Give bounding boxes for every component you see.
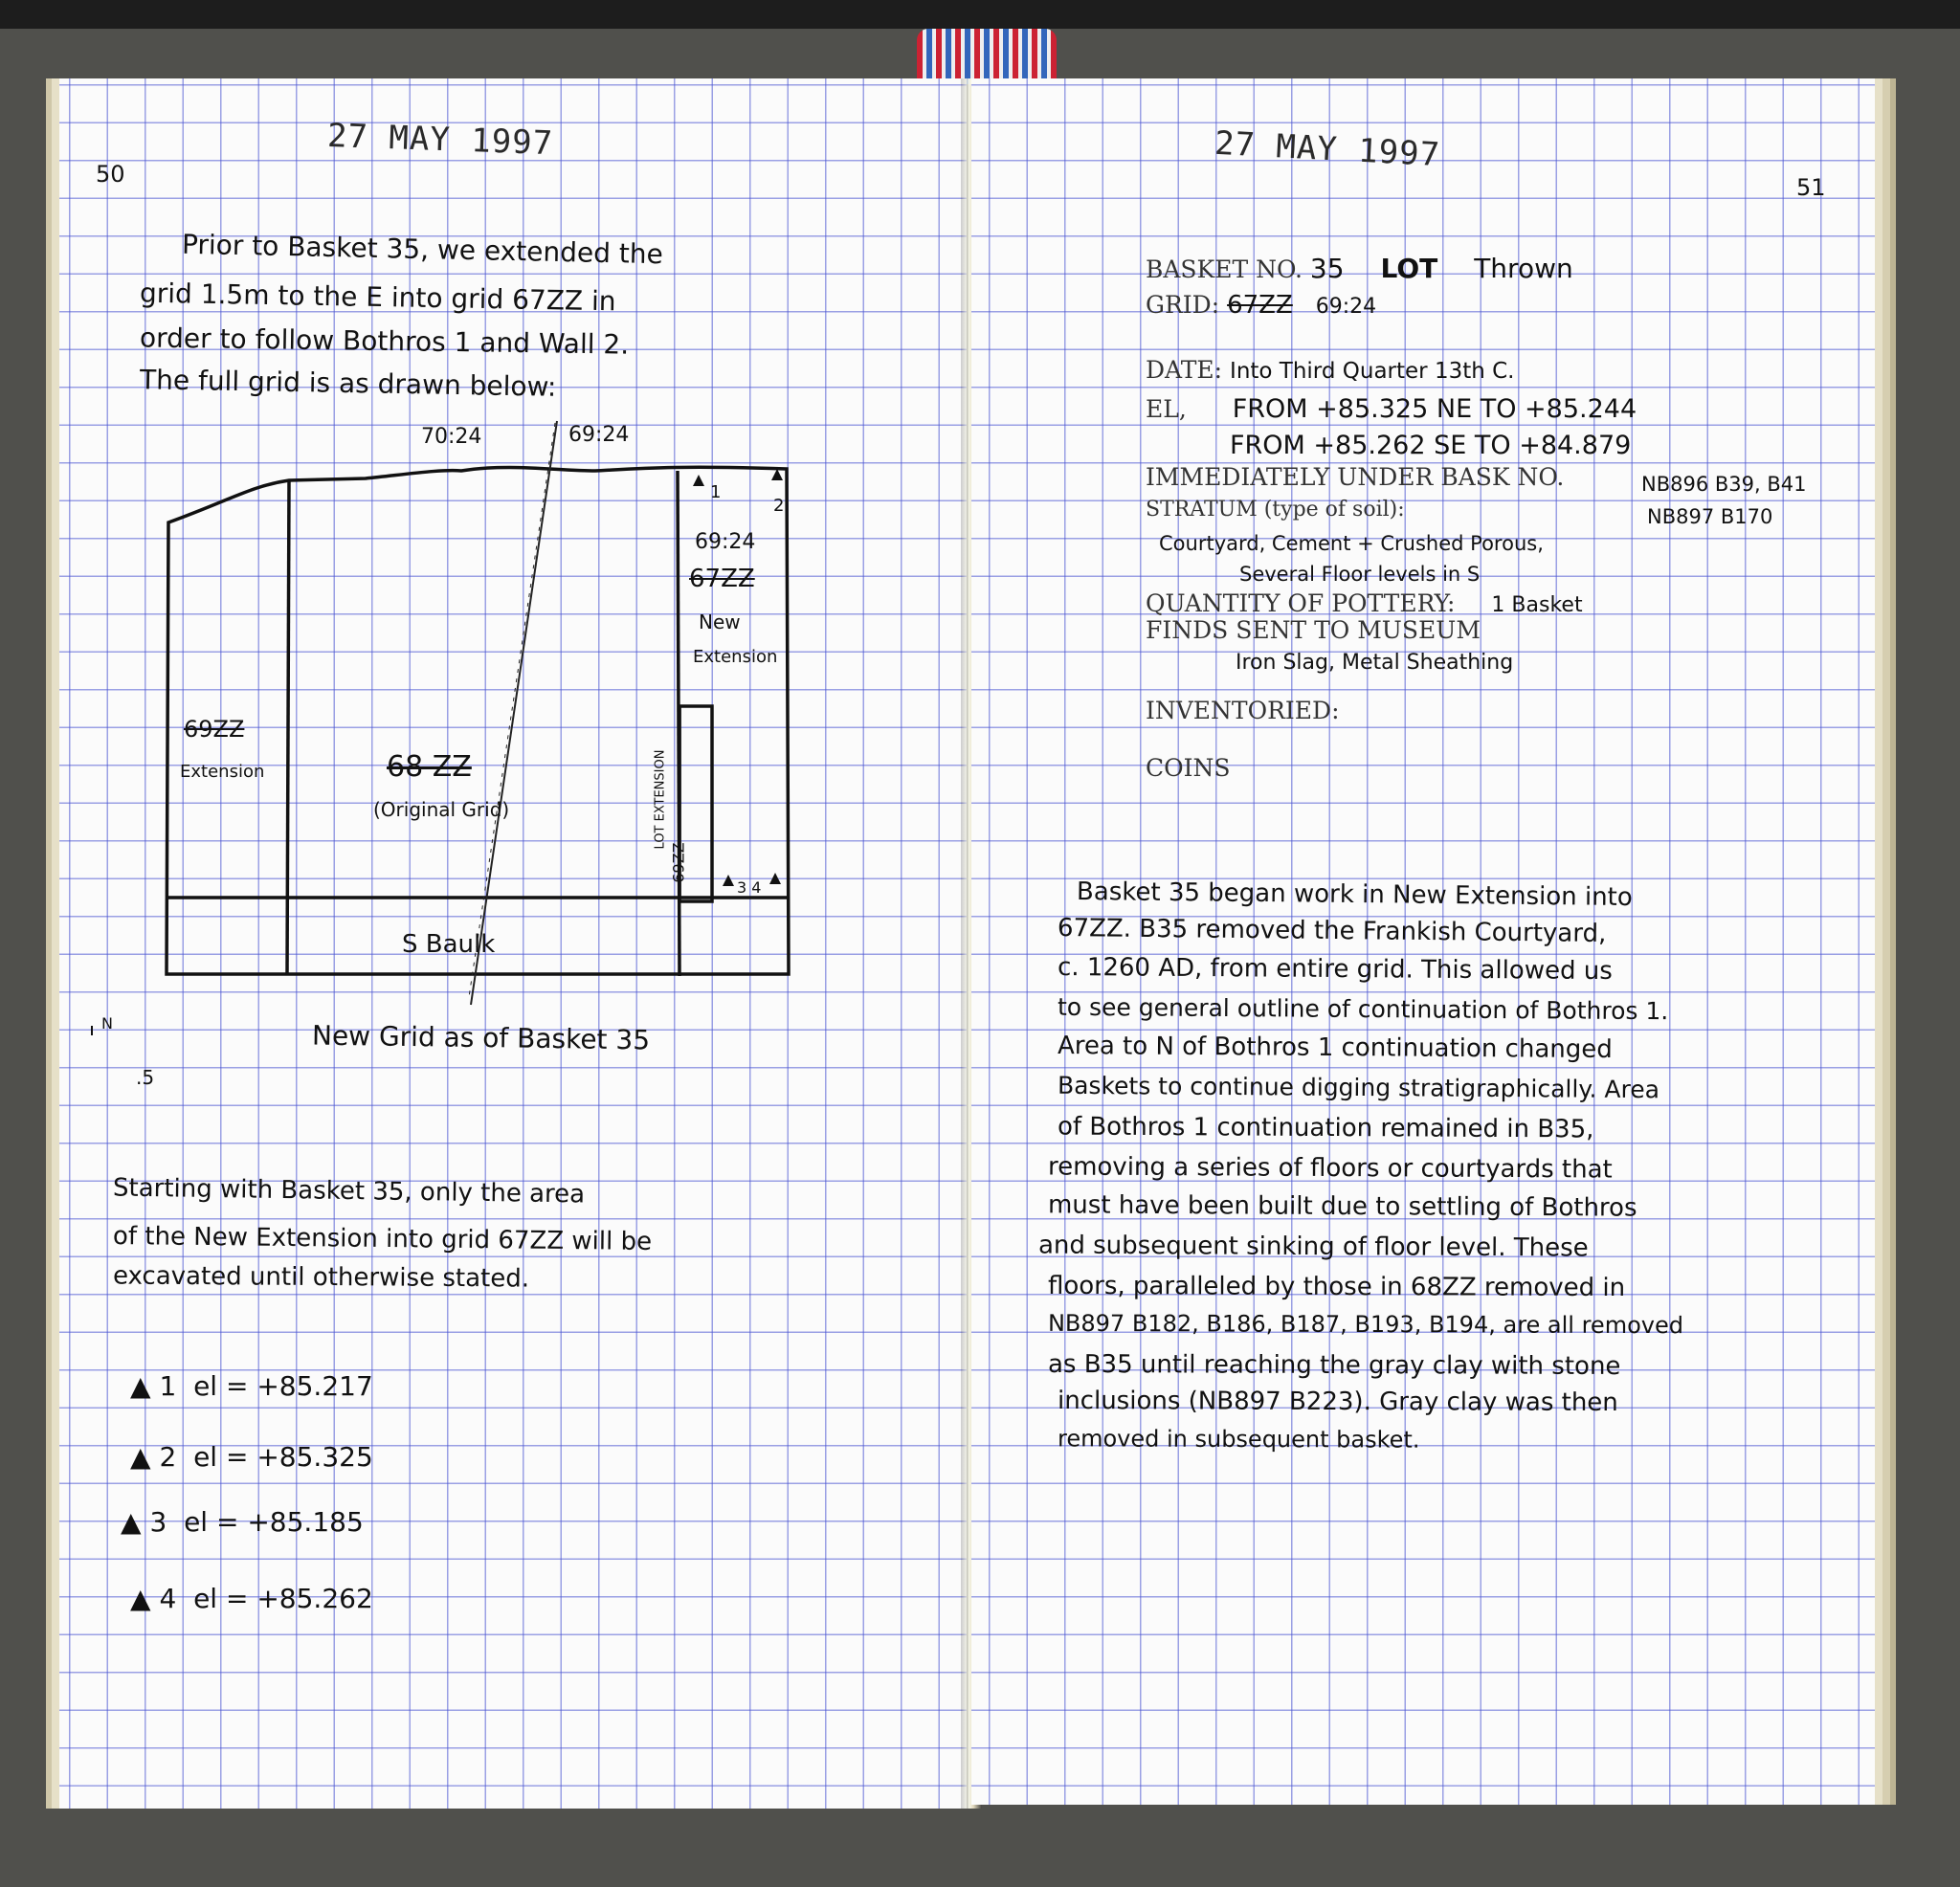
narrative-line: Baskets to continue digging stratigraphically. Area [1057, 1071, 1660, 1104]
el-line-1: FROM +85.325 NE TO +85.244 [1232, 394, 1637, 424]
datum-el: el = +85.325 [193, 1441, 373, 1473]
lot-label: LOT [1380, 253, 1438, 284]
finds-field: FINDS SENT TO MUSEUM [1146, 616, 1481, 644]
new-extension-label: Extension [693, 647, 778, 667]
grid-printed: GRID: [1146, 291, 1220, 319]
west-grid-label: 69ZZ [184, 716, 245, 743]
datum-entry: ▲ 4 el = +85.262 [130, 1583, 373, 1614]
intro-line: grid 1.5m to the E into grid 67ZZ in [139, 277, 616, 318]
el-printed: EL, [1146, 395, 1187, 423]
north-arrow-label: N [101, 1014, 113, 1032]
south-baulk-label: S Baulk [402, 930, 496, 959]
date-field [1146, 356, 1514, 384]
date-printed: DATE: [1146, 356, 1223, 384]
stratum-value-1: Courtyard, Cement + Crushed Porous, [1159, 532, 1544, 555]
bothros-line-lower [469, 423, 555, 997]
scale-label: .5 [136, 1066, 155, 1089]
grid-struck: 67ZZ [1227, 291, 1293, 320]
stratum-value-2: Several Floor levels in S [1239, 563, 1481, 586]
west-extension-line [287, 480, 289, 974]
spine-ribbon [917, 29, 1057, 84]
grid-value: 69:24 [1315, 295, 1377, 319]
datum-label-3-4: 3 4 [737, 878, 762, 897]
intro-line: Prior to Basket 35, we extended the [181, 228, 664, 271]
datum-triangle [723, 875, 734, 886]
narrative-line: Area to N of Bothros 1 continuation changed [1057, 1031, 1613, 1065]
new-extension-label: New [699, 610, 741, 633]
date-stamp-right: 27 MAY 1997 [1214, 123, 1442, 175]
narrative-line: inclusions (NB897 B223). Gray clay was then [1057, 1386, 1618, 1418]
datum-num: 1 [159, 1370, 177, 1402]
narrative-line: 67ZZ. B35 removed the Frankish Courtyard, [1057, 913, 1607, 949]
narrative-line: floors, paralleled by those in 68ZZ removed in [1047, 1271, 1626, 1303]
datum-entry: ▲ 3 el = +85.185 [121, 1506, 364, 1538]
west-extension-label: Extension [180, 762, 265, 782]
narrative-line: c. 1260 AD, from entire grid. This allowed us [1057, 952, 1613, 987]
immed-printed: IMMEDIATELY UNDER BASK NO. [1146, 463, 1565, 491]
datum-label-1: 1 [710, 482, 722, 502]
datum-el: el = +85.262 [193, 1583, 373, 1614]
narrative-line: and subsequent sinking of floor level. These [1037, 1231, 1589, 1263]
grid-label-69-24: 69:24 [568, 423, 630, 447]
starting-line: excavated until otherwise stated. [112, 1261, 530, 1294]
coins-field: COINS [1146, 754, 1231, 782]
finds-value: Iron Slag, Metal Sheathing [1236, 651, 1514, 675]
lot-value: Thrown [1474, 253, 1573, 284]
narrative-line: removing a series of floors or courtyards that [1047, 1152, 1613, 1185]
page-number-right: 51 [1796, 174, 1826, 201]
right-page [971, 78, 1875, 1805]
narrative-line: NB897 B182, B186, B187, B193, B194, are all removed [1047, 1309, 1684, 1340]
basket-value: 35 [1309, 253, 1345, 284]
intro-line: The full grid is as drawn below: [139, 364, 557, 403]
diagram-caption: New Grid as of Basket 35 [311, 1019, 651, 1056]
elevation-field [1146, 394, 1637, 424]
narrative-line: of Bothros 1 continuation remained in B35, [1057, 1112, 1594, 1144]
date-value: Into Third Quarter 13th C. [1230, 359, 1515, 384]
page-number-left: 50 [96, 161, 125, 188]
narrative-line: to see general outline of continuation of Bothros 1. [1057, 992, 1669, 1026]
date-stamp-left: 27 MAY 1997 [326, 116, 554, 164]
narrative-line: removed in subsequent basket. [1057, 1425, 1420, 1454]
datum-triangle [771, 469, 783, 480]
datum-label-2: 2 [773, 496, 785, 516]
narrative-line: Basket 35 began work in New Extension into [1076, 877, 1633, 913]
datum-num: 2 [159, 1441, 177, 1473]
lot-grid-label: 69ZZ [669, 842, 688, 883]
datum-entry: ▲ 2 el = +85.325 [130, 1441, 373, 1473]
immediately-under-field [1146, 463, 1564, 491]
immed-value-2: NB897 B170 [1647, 505, 1773, 528]
narrative-line: must have been built due to settling of Bothros [1047, 1190, 1637, 1223]
basket-printed: BASKET NO. [1146, 255, 1303, 283]
el-line-2: FROM +85.262 SE TO +84.879 [1230, 431, 1632, 460]
datum-entry: ▲ 1 el = +85.217 [130, 1370, 373, 1402]
lot-extension-label: LOT EXTENSION [653, 749, 668, 850]
immed-value-1: NB896 B39, B41 [1641, 473, 1807, 496]
grid-diagram [59, 78, 967, 1035]
datum-num: 4 [159, 1583, 177, 1614]
narrative-line: as B35 until reaching the gray clay with stone [1047, 1349, 1621, 1382]
datum-num: 3 [149, 1506, 167, 1538]
ext-grid-old: 67ZZ [689, 565, 755, 593]
intro-line: order to follow Bothros 1 and Wall 2. [139, 322, 630, 361]
left-page [59, 78, 967, 1809]
grid-field [1146, 291, 1376, 320]
datum-el: el = +85.185 [184, 1506, 364, 1538]
pottery-field [1146, 589, 1583, 617]
datum-el: el = +85.217 [193, 1370, 373, 1402]
center-grid-label: 68 ZZ [387, 750, 472, 784]
pottery-printed: QUANTITY OF POTTERY: [1146, 589, 1456, 617]
datum-triangle [693, 475, 704, 486]
original-grid-label: (Original Grid) [373, 798, 510, 821]
starting-line: of the New Extension into grid 67ZZ will be [112, 1222, 653, 1256]
ext-grid-new: 69:24 [695, 530, 756, 554]
stratum-field: STRATUM (type of soil): [1146, 498, 1405, 522]
grid-label-70-24: 70:24 [421, 425, 482, 449]
basket-no-label [1146, 253, 1573, 284]
datum-triangle [769, 873, 781, 884]
starting-line: Starting with Basket 35, only the area [112, 1173, 586, 1210]
pottery-value: 1 Basket [1491, 593, 1583, 617]
bothros-line [471, 421, 557, 1005]
inventoried-field: INVENTORIED: [1146, 697, 1340, 724]
